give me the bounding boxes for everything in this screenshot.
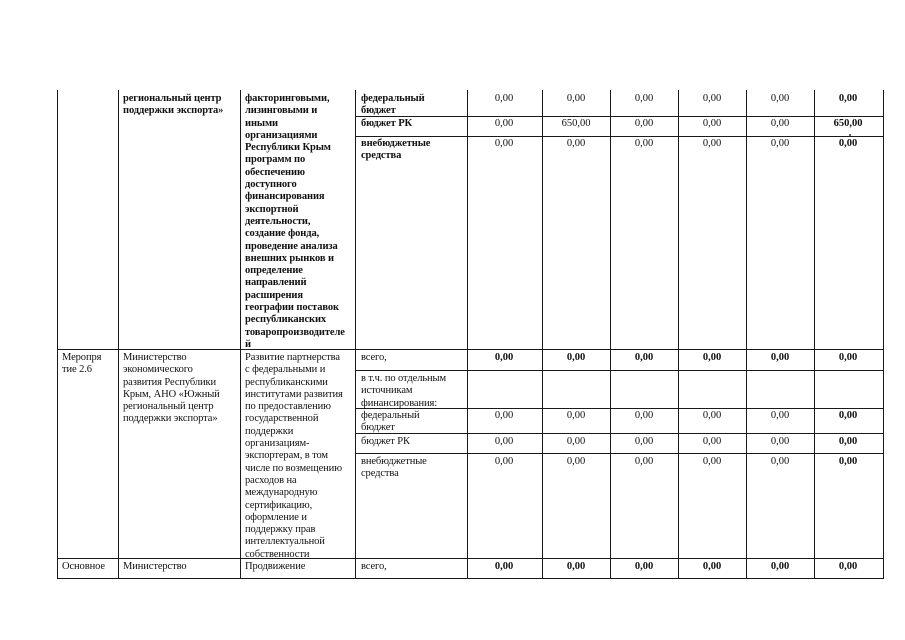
activity-code: Меропря тие 2.6	[62, 352, 102, 376]
value-cell: 0,00	[770, 436, 790, 447]
value-cell: 0,00	[566, 561, 586, 572]
activity-code: Основное	[62, 561, 105, 572]
funding-source: федеральный бюджет	[361, 93, 425, 117]
funding-source: бюджет РК	[361, 436, 410, 447]
executor-cell: Министерство	[123, 561, 187, 572]
value-cell: 0,00	[702, 352, 722, 363]
value-cell: 0,00	[566, 456, 586, 467]
value-cell: 0,00	[634, 561, 654, 572]
scan-speck	[849, 134, 851, 136]
col-border	[746, 90, 747, 579]
value-cell: 0,00	[702, 436, 722, 447]
executor-cell: Министерство экономического развития Республики Крым, АНО «Южный региональный центр поддержки экспорта»	[123, 352, 220, 425]
value-cell: 0,00	[838, 436, 858, 447]
value-cell: 0,00	[838, 352, 858, 363]
value-cell: 0,00	[770, 410, 790, 421]
col-border	[814, 90, 815, 579]
funding-source: всего,	[361, 561, 387, 572]
value-cell: 0,00	[702, 561, 722, 572]
value-cell: 0,00	[702, 118, 722, 129]
value-cell: 0,00	[634, 352, 654, 363]
value-cell: 0,00	[838, 138, 858, 149]
value-cell: 650,00	[833, 118, 863, 129]
value-cell: 0,00	[566, 93, 586, 104]
value-cell: 0,00	[634, 93, 654, 104]
value-cell: 0,00	[770, 561, 790, 572]
value-cell: 0,00	[702, 456, 722, 467]
value-cell: 0,00	[770, 138, 790, 149]
value-cell: 0,00	[566, 410, 586, 421]
row-border	[355, 116, 883, 117]
col-border	[883, 90, 884, 579]
value-cell: 0,00	[634, 118, 654, 129]
funding-source: внебюджетные средства	[361, 138, 431, 162]
value-cell: 650,00	[561, 118, 591, 129]
row-border	[57, 558, 884, 559]
value-cell: 0,00	[770, 93, 790, 104]
value-cell: 0,00	[566, 436, 586, 447]
col-border	[678, 90, 679, 579]
row-border	[355, 433, 883, 434]
value-cell: 0,00	[494, 410, 514, 421]
value-cell: 0,00	[566, 352, 586, 363]
value-cell: 0,00	[634, 410, 654, 421]
value-cell: 0,00	[494, 93, 514, 104]
value-cell: 0,00	[494, 436, 514, 447]
row-border	[57, 578, 884, 579]
value-cell: 0,00	[702, 93, 722, 104]
funding-source: бюджет РК	[361, 118, 413, 129]
value-cell: 0,00	[838, 410, 858, 421]
funding-table	[57, 90, 883, 579]
col-border	[355, 90, 356, 579]
col-border	[57, 90, 58, 579]
value-cell: 0,00	[494, 118, 514, 129]
value-cell: 0,00	[634, 436, 654, 447]
row-border	[57, 349, 884, 350]
col-border	[610, 90, 611, 579]
value-cell: 0,00	[702, 410, 722, 421]
value-cell: 0,00	[634, 138, 654, 149]
col-border	[240, 90, 241, 579]
value-cell: 0,00	[702, 138, 722, 149]
value-cell: 0,00	[634, 456, 654, 467]
row-border	[355, 136, 883, 137]
row-border	[355, 370, 883, 371]
funding-source: в т.ч. по отдельным источникам финансирования:	[361, 373, 447, 409]
value-cell: 0,00	[838, 456, 858, 467]
value-cell: 0,00	[566, 138, 586, 149]
value-cell: 0,00	[494, 352, 514, 363]
value-cell: 0,00	[494, 561, 514, 572]
col-border	[118, 90, 119, 579]
funding-source: внебюджетные средства	[361, 456, 427, 480]
content-cell: факторинговыми, лизинговыми и иными организациями Республики Крым программ по обеспечению доступного финансирования экспортной деятельности, создание фонда, проведение анализа внешних рынков и определение направлений расширения географии поставок республиканских товаропроизводителе й	[245, 93, 345, 350]
row-border	[355, 453, 883, 454]
value-cell: 0,00	[838, 93, 858, 104]
value-cell: 0,00	[494, 456, 514, 467]
col-border	[542, 90, 543, 579]
executor-cell: региональный центр поддержки экспорта»	[123, 93, 224, 117]
value-cell: 0,00	[838, 561, 858, 572]
funding-source: всего,	[361, 352, 387, 363]
value-cell: 0,00	[770, 352, 790, 363]
value-cell: 0,00	[770, 118, 790, 129]
funding-source: федеральный бюджет	[361, 410, 420, 434]
value-cell: 0,00	[770, 456, 790, 467]
value-cell: 0,00	[494, 138, 514, 149]
content-cell: Развитие партнерства с федеральными и республиканскими институтами развития по предоставлению государственной поддержки организациям- экспортерам, в том числе по возмещению расходов на международную сертификацию, оформление и поддержку прав интеллектуальной собственности	[245, 352, 343, 560]
content-cell: Продвижение	[245, 561, 306, 572]
col-border	[467, 90, 468, 579]
